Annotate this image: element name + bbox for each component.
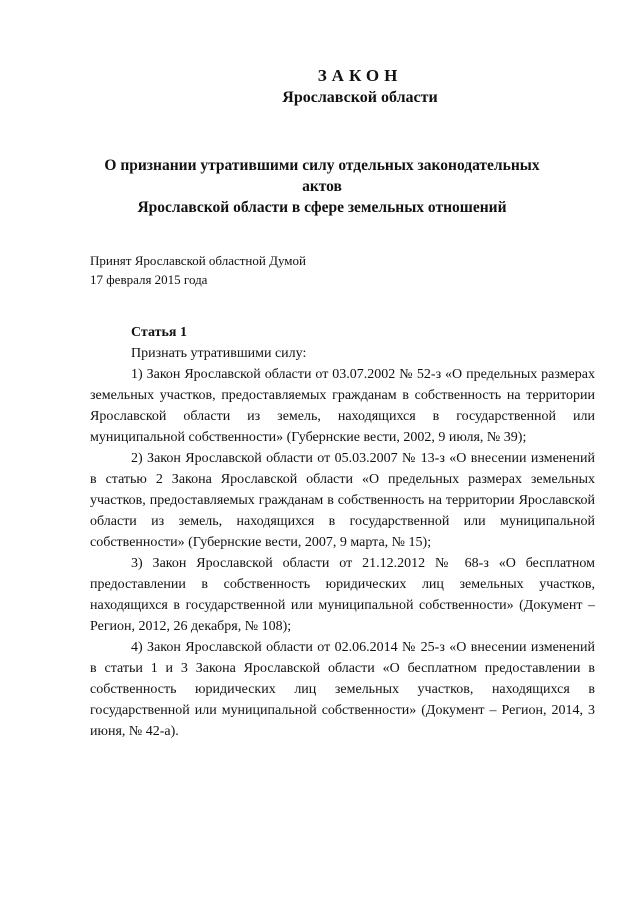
adoption-body: Принят Ярославской областной Думой [90,253,306,268]
law-heading: ЗАКОН [317,66,403,85]
article-item-3: 3) Закон Ярославской области от 21.12.2012 № 68-з «О бесплатном предоставлении в собственность юридических лиц земельных участков, находящихся в государственной или муниципальной собственности» (Документ – Регион, 2012, 26 декабря, № 108); [90,556,595,634]
article-1 [90,322,595,742]
article-item-4: 4) Закон Ярославской области от 02.06.2014 № 25-з «О внесении изменений в статьи 1 и 3 Закона Ярославской области «О бесплатном предоставлении в собственность юридических лиц земельных участков, находящихся в государственной или муниципальной собственности» (Документ – Регион, 2014, 3 июня, № 42-а). [90,640,595,739]
article-item-2: 2) Закон Ярославской области от 05.03.2007 № 13-з «О внесении изменений в статью 2 Закона Ярославской области «О предельных размерах земельных участков, предоставляемых гражданам в собственность на территории Ярославской области из земель, находящихся в государственной или муниципальной собственности» (Губернские вести, 2007, 9 марта, № 15); [90,451,595,550]
article-intro: Признать утратившими силу: [131,346,307,361]
region-heading: Ярославской области [282,89,438,106]
article-item-1: 1) Закон Ярославской области от 03.07.2002 № 52-з «О предельных размерах земельных участков, предоставляемых гражданам в собственность на территории Ярославской области из земель, находящихся в государственной или муниципальной собственности» (Губернские вести, 2002, 9 июля, № 39); [90,367,595,445]
article-title: Статья 1 [131,325,187,340]
document-title-line-1: О признании утратившими силу отдельных законодательных актов [104,157,540,195]
adoption-info [90,251,306,289]
document-title [90,155,554,218]
document-title-line-2: Ярославской области в сфере земельных отношений [137,199,507,216]
adoption-date: 17 февраля 2015 года [90,272,208,287]
